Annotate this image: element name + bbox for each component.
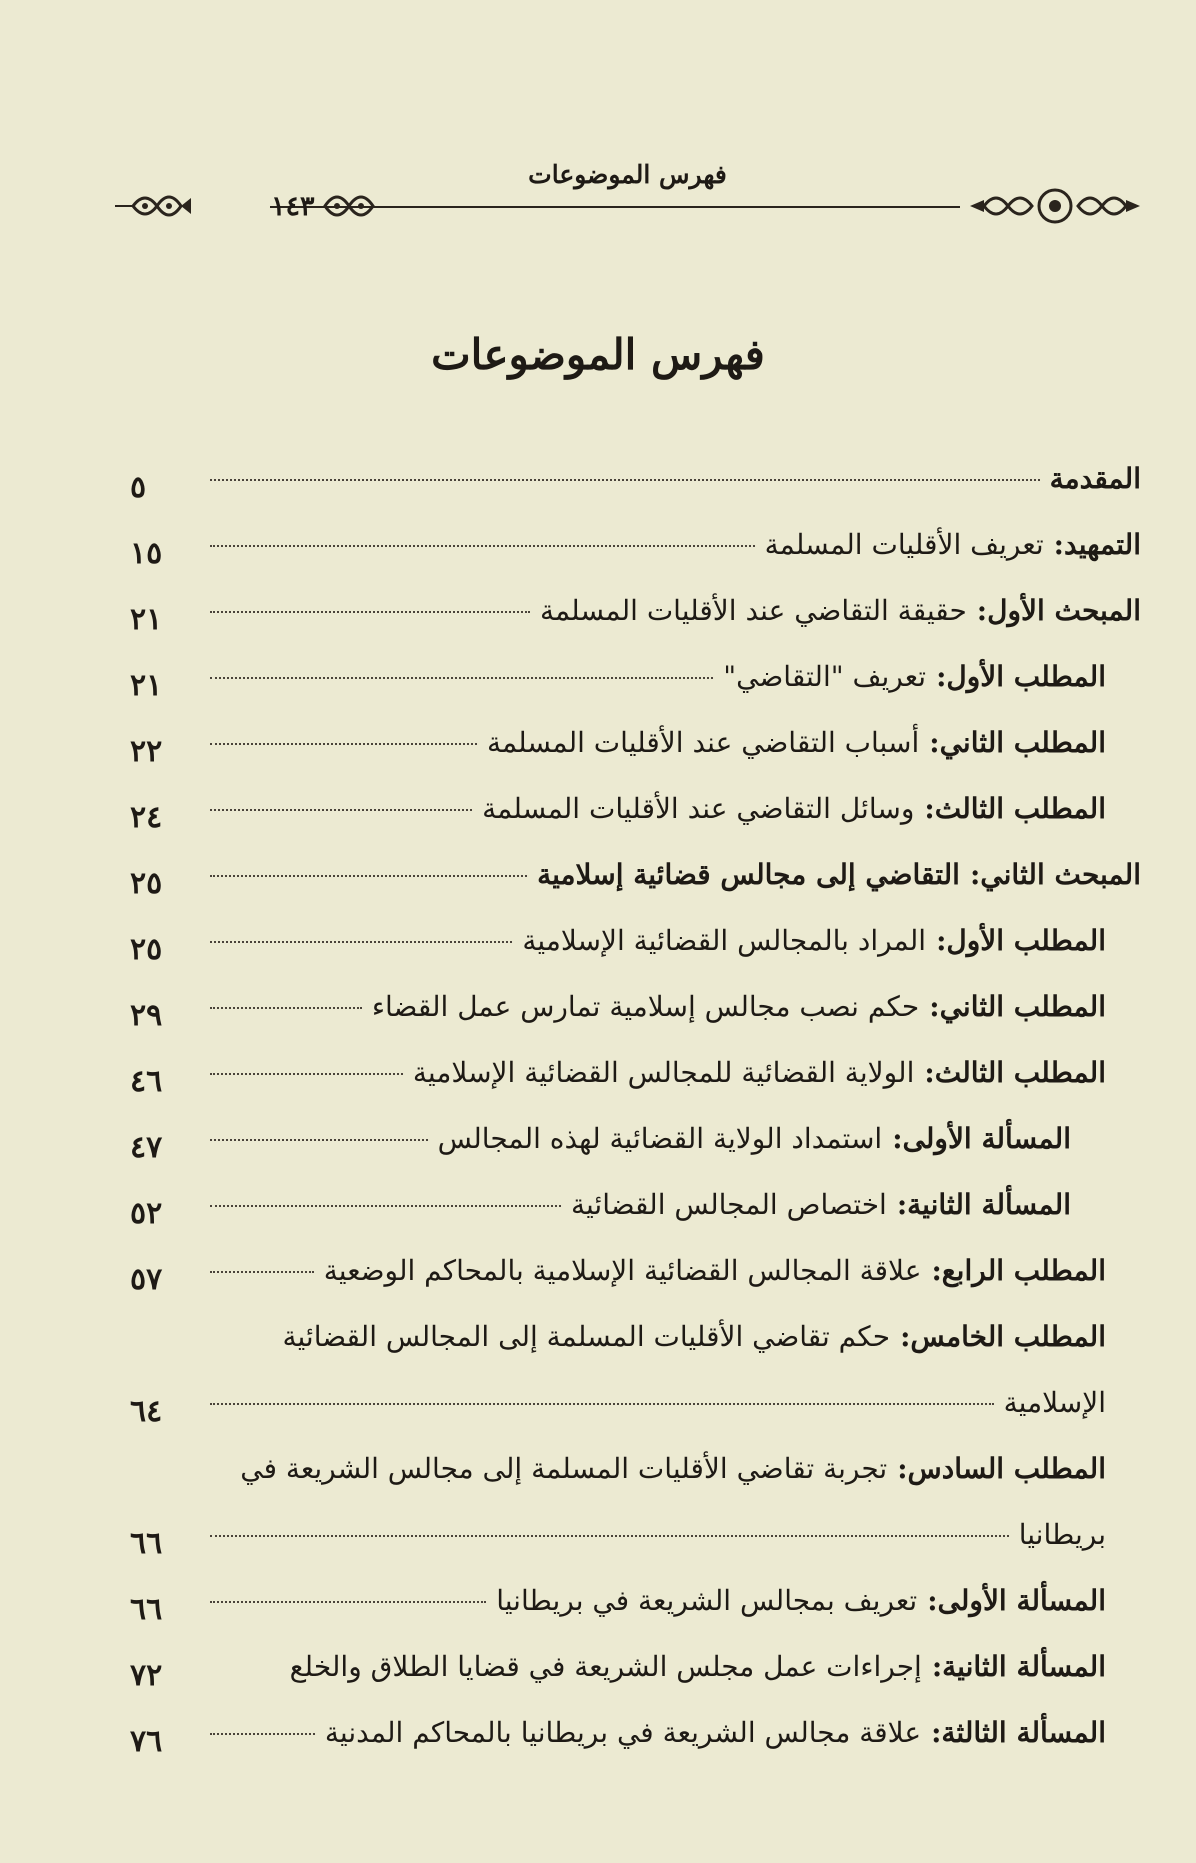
dot-leader <box>210 809 472 811</box>
toc-entry <box>200 726 1106 759</box>
toc-title: إجراءات عمل مجلس الشريعة في قضايا الطلاق والخلع <box>289 1650 922 1683</box>
toc-entry <box>200 1584 1106 1617</box>
toc-page-number: ٦٦ <box>130 1526 163 1561</box>
toc-page-number: ٢٤ <box>130 800 163 835</box>
dot-leader <box>210 1139 428 1141</box>
toc-page-number: ٦٤ <box>130 1394 163 1429</box>
toc-heading: المسألة الثانية: <box>896 1188 1071 1221</box>
toc-entry <box>200 1056 1106 1089</box>
toc-title: وسائل التقاضي عند الأقليات المسلمة <box>482 792 915 825</box>
toc-entry <box>200 792 1106 825</box>
toc-entry <box>200 1650 1106 1683</box>
toc-page-number: ٤٧ <box>130 1130 163 1165</box>
dot-leader <box>210 1403 994 1405</box>
toc-title: تعريف الأقليات المسلمة <box>764 528 1044 561</box>
toc-page-number: ٧٦ <box>130 1724 163 1759</box>
toc-entry <box>200 1320 1106 1353</box>
toc-title: حكم تقاضي الأقليات المسلمة إلى المجالس القضائية <box>282 1320 891 1353</box>
toc-title: المراد بالمجالس القضائية الإسلامية <box>522 924 927 957</box>
toc-heading: المطلب الرابع: <box>931 1254 1106 1287</box>
dot-leader <box>210 1073 403 1075</box>
page-number-group <box>115 182 381 230</box>
toc-entry <box>200 990 1106 1023</box>
toc-page-number: ٧٢ <box>130 1658 163 1693</box>
page-number: ١٤٣ <box>271 190 315 222</box>
dot-leader <box>210 1535 1009 1537</box>
dot-leader <box>210 941 512 943</box>
dot-leader <box>210 479 1040 481</box>
right-ornament-icon <box>970 182 1140 230</box>
toc-entry <box>200 594 1141 627</box>
toc-page-number: ٥٢ <box>130 1196 163 1231</box>
toc-entry <box>200 1254 1106 1287</box>
dot-leader <box>210 1205 561 1207</box>
toc-heading: المطلب الثالث: <box>924 1056 1106 1089</box>
toc-heading: المسألة الأولى: <box>927 1584 1106 1617</box>
toc-heading: المطلب الثاني: <box>929 726 1106 759</box>
toc-entry <box>200 1452 1106 1485</box>
toc-page-number: ٢١ <box>130 602 163 637</box>
toc-title: أسباب التقاضي عند الأقليات المسلمة <box>486 726 920 759</box>
toc-title: تجربة تقاضي الأقليات المسلمة إلى مجالس الشريعة في <box>240 1452 888 1485</box>
toc-title: اختصاص المجالس القضائية <box>570 1188 887 1221</box>
toc-title-continuation: الإسلامية <box>1003 1386 1106 1419</box>
toc-entry <box>200 924 1106 957</box>
toc-title: علاقة مجالس الشريعة في بريطانيا بالمحاكم المدنية <box>324 1716 922 1749</box>
dot-leader <box>210 611 530 613</box>
toc-entry-continuation <box>200 1518 1106 1551</box>
toc-heading: المسألة الثالثة: <box>931 1716 1106 1749</box>
toc-entry <box>200 1122 1071 1155</box>
toc-title: تعريف بمجالس الشريعة في بريطانيا <box>496 1584 918 1617</box>
dot-leader <box>210 1733 315 1735</box>
toc-heading: المطلب الخامس: <box>900 1320 1106 1353</box>
toc-heading: المطلب الأول: <box>936 660 1106 693</box>
toc-entry <box>200 462 1141 495</box>
dot-leader <box>210 1007 362 1009</box>
toc-heading: المبحث الأول: <box>976 594 1141 627</box>
toc-entry <box>200 1716 1106 1749</box>
toc-entry <box>200 1188 1071 1221</box>
dot-leader <box>210 1601 486 1603</box>
toc-page-number: ١٥ <box>130 536 163 571</box>
toc-entry <box>200 858 1141 891</box>
running-header <box>115 160 1140 230</box>
toc-title: علاقة المجالس القضائية الإسلامية بالمحاكم الوضعية <box>323 1254 922 1287</box>
dot-leader <box>210 677 713 679</box>
toc-page-number: ٦٦ <box>130 1592 163 1627</box>
toc-entry <box>200 528 1141 561</box>
toc-title-continuation: بريطانيا <box>1018 1518 1106 1551</box>
toc-page-number: ٢٢ <box>130 734 163 769</box>
toc-title: الولاية القضائية للمجالس القضائية الإسلامية <box>412 1056 915 1089</box>
dot-leader <box>210 545 755 547</box>
page-number-ornament-icon <box>321 182 381 230</box>
dot-leader <box>210 743 477 745</box>
toc-heading: المبحث الثاني: <box>969 858 1141 891</box>
toc-page-number: ٥٧ <box>130 1262 163 1297</box>
toc-page-number: ٢٥ <box>130 866 163 901</box>
toc-title: حكم نصب مجالس إسلامية تمارس عمل القضاء <box>371 990 920 1023</box>
toc-title: التقاضي إلى مجالس قضائية إسلامية <box>537 858 960 891</box>
dot-leader <box>210 1271 314 1273</box>
toc-page-number: ٥ <box>130 470 147 505</box>
toc-heading: المطلب الثاني: <box>929 990 1106 1023</box>
toc-entry-continuation <box>200 1386 1106 1419</box>
left-ornament-icon <box>115 182 265 230</box>
toc-title: استمداد الولاية القضائية لهذه المجالس <box>437 1122 883 1155</box>
running-title: فهرس الموضوعات <box>528 160 727 189</box>
toc-heading: المسألة الثانية: <box>931 1650 1106 1683</box>
toc-title: تعريف "التقاضي" <box>723 660 927 693</box>
toc-heading: المسألة الأولى: <box>892 1122 1071 1155</box>
toc-title: حقيقة التقاضي عند الأقليات المسلمة <box>539 594 967 627</box>
toc-heading: المطلب الثالث: <box>924 792 1106 825</box>
table-of-contents <box>0 462 1196 1762</box>
toc-page-number: ٢٥ <box>130 932 163 967</box>
toc-entry <box>200 660 1106 693</box>
toc-heading: المقدمة <box>1049 462 1141 495</box>
dot-leader <box>210 875 527 877</box>
toc-heading: المطلب السادس: <box>897 1452 1106 1485</box>
page-title: فهرس الموضوعات <box>431 330 765 379</box>
toc-page-number: ٢٩ <box>130 998 163 1033</box>
toc-page-number: ٢١ <box>130 668 163 703</box>
toc-heading: التمهيد: <box>1053 528 1141 561</box>
toc-heading: المطلب الأول: <box>936 924 1106 957</box>
toc-page-number: ٤٦ <box>130 1064 163 1099</box>
